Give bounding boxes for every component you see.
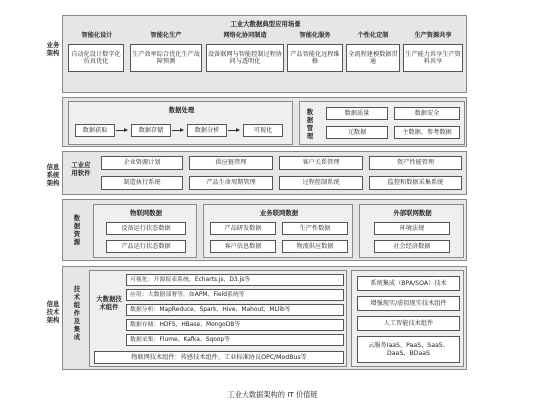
flow-arrow [228, 130, 239, 131]
info-tech-section [62, 266, 467, 370]
flow-arrow [116, 130, 127, 131]
external-data-item: 环境法规 [374, 222, 450, 235]
business-item: 生产效率综合优化生产故障预测 [130, 44, 202, 72]
industrial-software-label: 工业应用软件 [71, 161, 91, 177]
flow-arrow [172, 130, 183, 131]
iot-data-group [93, 204, 197, 258]
business-header: 网络化协同制造 [223, 32, 267, 40]
tech-row: 数据分析：MapReduce、Spark、Hive、Mahout、MLlib等 [126, 304, 344, 316]
external-data-item: 社会经济数据 [374, 240, 450, 253]
business-data-title: 业务联网数据 [259, 209, 299, 217]
business-item: 全流程建模数据贯通 [346, 44, 400, 72]
software-item: 制造执行系统 [101, 176, 183, 190]
tech-row: 数据采集：Flume、Kafka、Sqoop等 [126, 334, 344, 346]
iot-tech-row: 物联网技术组件：传感技术组件、工业标准协议OPC/ModBus等 [94, 351, 344, 364]
data-processing-panel [68, 101, 293, 145]
software-item: 资产性能管理 [369, 156, 462, 170]
business-item: 自动化设计数字化仿真优化 [68, 44, 124, 72]
business-header: 智能化服务 [299, 32, 331, 40]
business-arch-side-label: 业务架构 [46, 41, 60, 57]
process-step: 可视化 [243, 124, 283, 137]
business-headers [66, 31, 465, 41]
software-item: 客户关系管理 [279, 156, 363, 170]
iot-data-title: 物联网数据 [130, 209, 162, 217]
business-data-item: 产品研发数据 [210, 222, 276, 235]
tech-right-item: 系统集成（BPA/SOA）技术 [357, 276, 460, 291]
external-data-title: 外部联网数据 [393, 209, 432, 217]
governance-item: 元数据 [326, 126, 388, 139]
business-data-item: 生产性数据 [282, 222, 348, 235]
business-header: 智能化设计 [81, 32, 113, 40]
data-management-section [62, 97, 467, 147]
governance-item: 主数据、参考数据 [394, 126, 460, 139]
info-system-section [62, 151, 467, 195]
business-data-item: 客户信息数据 [210, 240, 276, 253]
business-item: 产品智能化远程维修 [287, 44, 343, 72]
process-step: 数据存储 [131, 124, 171, 137]
data-resources-label: 数据资源 [73, 214, 81, 246]
data-resources-section [62, 199, 467, 261]
software-item: 供应链管理 [189, 156, 273, 170]
iot-data-item: 设备运行状态数据 [106, 222, 186, 235]
bigdata-components-label: 大数据技术组件 [96, 295, 122, 311]
process-step: 数据分析 [187, 124, 227, 137]
tech-row: 应用：大数据部署等，如APM、Field系统等 [126, 289, 344, 301]
business-data-group [203, 204, 353, 258]
tech-right-item: 云服务IaaS、PaaS、SaaS、DaaS、BDaaS [357, 336, 460, 363]
data-governance-panel [299, 101, 465, 145]
business-header: 个性化定制 [357, 32, 389, 40]
tech-components-label: 技术组件及集成 [73, 285, 81, 341]
software-item: 企业资源计划 [101, 156, 183, 170]
external-data-group [359, 204, 464, 258]
business-item: 设备联网与智能控制过程协同与透明化 [206, 44, 284, 72]
tech-right-item: 增强现实/虚拟现实技术组件 [357, 296, 460, 311]
tech-right-panel [351, 270, 464, 367]
business-header: 智能化生产 [150, 32, 182, 40]
business-title: 工业大数据典型应用场景 [230, 20, 301, 28]
business-header: 生产资源共享 [414, 32, 452, 40]
iot-data-item: 产品运行状态数据 [106, 240, 186, 253]
business-section [62, 15, 467, 93]
business-data-item: 物流供应数据 [282, 240, 348, 253]
software-item: 监控和数据采集系统 [369, 176, 462, 190]
tech-row: 可视化：开源报表系统、Echarts.js、D3.js等 [126, 274, 344, 286]
business-item: 生产能力共享生产资料共享 [403, 44, 463, 72]
governance-item: 数据安全 [394, 107, 460, 120]
data-management-label: 数据管理 [306, 108, 314, 140]
software-item: 过程控制系统 [279, 176, 363, 190]
figure-caption: 工业大数据架构的 IT 价值链 [227, 390, 318, 399]
info-tech-side-label: 信息技术架构 [46, 300, 60, 324]
tech-right-item: 人工智能技术组件 [357, 316, 460, 331]
governance-item: 数据质量 [326, 107, 388, 120]
tech-left-panel [89, 270, 347, 367]
software-item: 产品生命周期管理 [189, 176, 273, 190]
info-system-side-label: 信息系统架构 [46, 163, 60, 187]
tech-row: 数据存储：HDFS、HBase、MongoDB等 [126, 319, 344, 331]
process-step: 数据获取 [75, 124, 115, 137]
data-processing-title: 数据处理 [168, 106, 195, 114]
